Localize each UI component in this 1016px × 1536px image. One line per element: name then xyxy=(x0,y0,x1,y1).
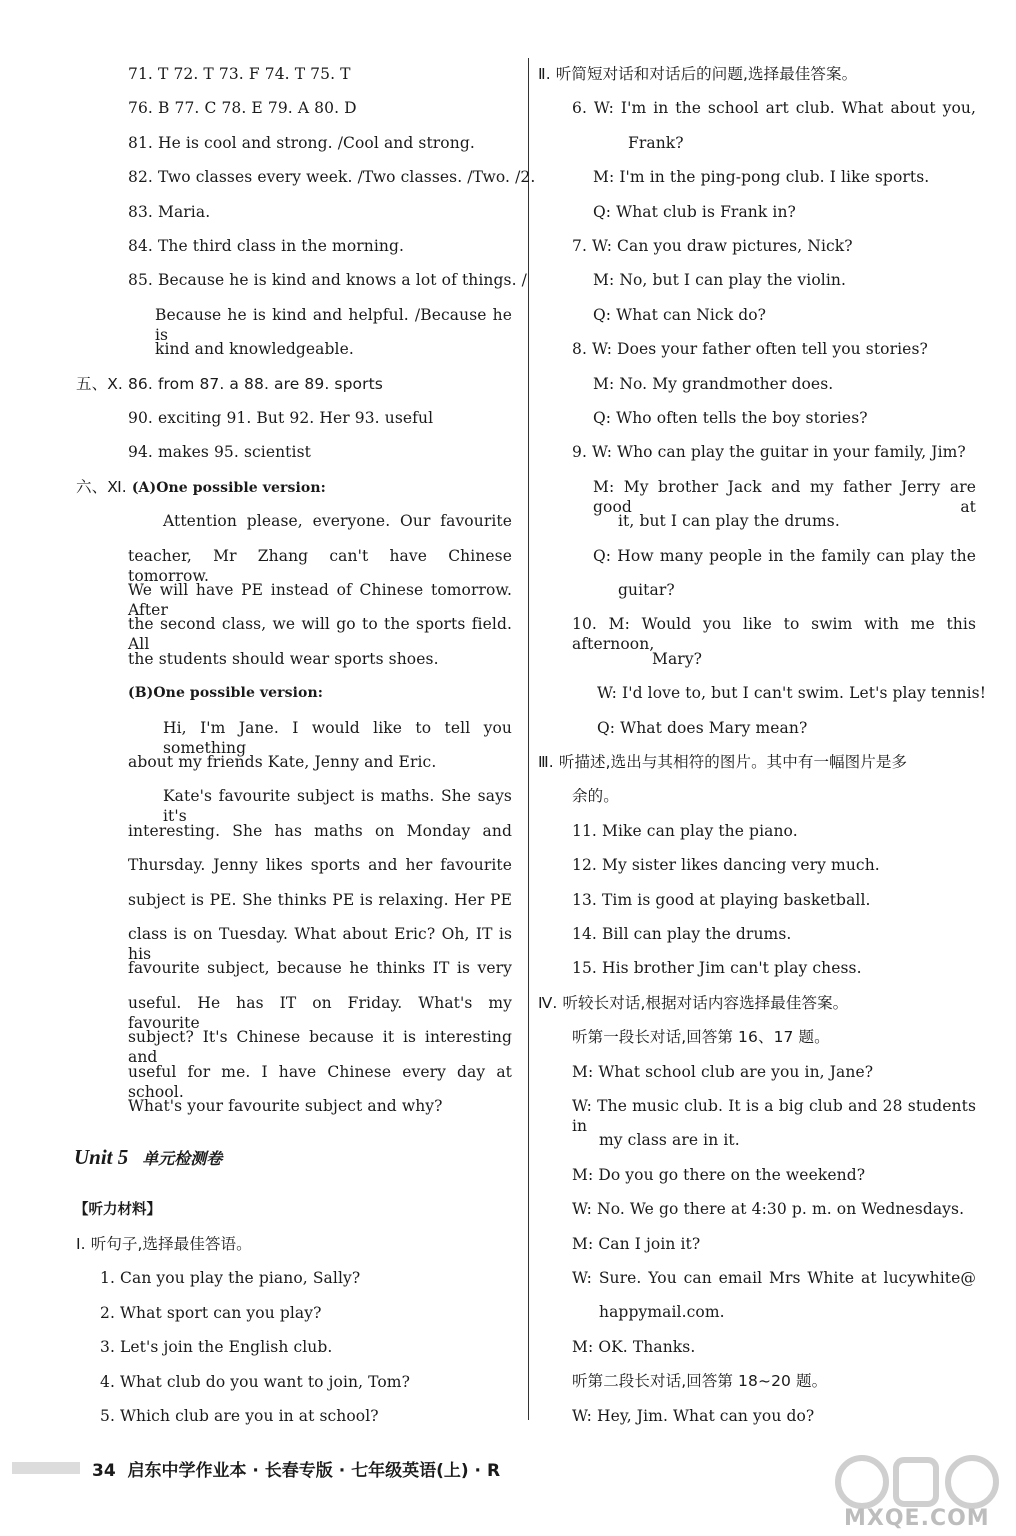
left_column-line: What's your favourite subject and why? xyxy=(128,1097,443,1115)
left_column-line: 90. exciting 91. But 92. Her 93. useful xyxy=(128,409,434,427)
right_column-line: 7. W: Can you draw pictures, Nick? xyxy=(572,237,853,255)
right_column-line: Ⅳ. 听较长对话,根据对话内容选择最佳答案。 xyxy=(538,993,849,1012)
right_column-line: W: Sure. You can email Mrs White at lucywhite@ xyxy=(572,1269,976,1287)
left_column-line: We will have PE instead of Chinese tomorrow. After xyxy=(128,581,512,619)
left_column-line: 85. Because he is kind and knows a lot of things. / xyxy=(128,271,527,290)
column-divider xyxy=(528,58,529,1420)
right_column-line: M: Do you go there on the weekend? xyxy=(572,1165,866,1184)
right_column-line: 15. His brother Jim can't play chess. xyxy=(572,959,862,978)
left_column-line: subject is PE. She thinks PE is relaxing. Her PE xyxy=(128,890,512,909)
left_column-line: Kate's favourite subject is maths. She says it's xyxy=(163,787,512,826)
footer-text xyxy=(92,1456,500,1481)
footer-decoration xyxy=(12,1462,80,1474)
right_column-line: W: The music club. It is a big club and 28 students in xyxy=(572,1097,976,1135)
left_listening-line: 2. What sport can you play? xyxy=(100,1303,322,1322)
right_column-line: 11. Mike can play the piano. xyxy=(572,821,798,840)
left_column-line: 六、Ⅺ. (A)One possible version: xyxy=(76,477,326,496)
left_column-line: kind and knowledgeable. xyxy=(155,340,354,359)
right_column-line: it, but I can play the drums. xyxy=(618,512,840,531)
watermark-logo xyxy=(832,1452,1007,1534)
right_column-line: 9. W: Who can play the guitar in your family, Jim? xyxy=(572,443,966,462)
right_column-line: Q: What does Mary mean? xyxy=(597,718,808,737)
section-tag: 【听力材料】 xyxy=(74,1202,161,1218)
left_column-line: 83. Maria. xyxy=(128,202,211,221)
right_column-line: M: My brother Jack and my father Jerry are good at xyxy=(593,477,976,516)
left_column-line: 82. Two classes every week. /Two classes. /Two. /2. xyxy=(128,168,536,187)
right_column-line: W: Hey, Jim. What can you do? xyxy=(572,1406,815,1425)
left_column-line: the second class, we will go to the sports field. All xyxy=(128,615,512,654)
watermark-text: MXQE.COM xyxy=(844,1506,990,1531)
left_column-line: 五、Ⅹ. 86. from 87. a 88. are 89. sports xyxy=(76,374,383,393)
right_column-line: 8. W: Does your father often tell you stories? xyxy=(572,340,928,359)
unit-heading xyxy=(74,1145,222,1170)
left_listening-line: 3. Let's join the English club. xyxy=(100,1338,333,1357)
left_column-line: 76. B 77. C 78. E 79. A 80. D xyxy=(128,99,357,118)
unit-subtitle: 单元检测卷 xyxy=(142,1149,223,1168)
watermark-icon xyxy=(832,1452,1007,1512)
right_column-line: 10. M: Would you like to swim with me this afternoon, xyxy=(572,615,976,654)
right_column-line: 听第二段长对话,回答第 18~20 题。 xyxy=(572,1372,828,1391)
left_column-line: useful. He has IT on Friday. What's my favourite xyxy=(128,993,512,1032)
right_column-line: M: No. My grandmother does. xyxy=(593,374,834,393)
right_column-line: M: Can I join it? xyxy=(572,1234,701,1253)
left_column-line: 84. The third class in the morning. xyxy=(128,237,405,255)
right_column-line: W: No. We go there at 4:30 p. m. on Wednesdays. xyxy=(572,1200,965,1219)
left_column-line: about my friends Kate, Jenny and Eric. xyxy=(128,753,437,771)
left_column-line: Attention please, everyone. Our favourite xyxy=(163,512,512,531)
right_column-line: guitar? xyxy=(618,581,675,599)
right_column-line: Q: What can Nick do? xyxy=(593,305,767,324)
right_column-line: M: OK. Thanks. xyxy=(572,1337,696,1356)
left_listening-line: 4. What club do you want to join, Tom? xyxy=(100,1372,411,1391)
left_column-line: teacher, Mr Zhang can't have Chinese tomorrow. xyxy=(128,546,512,585)
right_column-line: Q: What club is Frank in? xyxy=(593,202,796,221)
right_column-line: 12. My sister likes dancing very much. xyxy=(572,856,880,875)
right_column-line: Frank? xyxy=(628,133,684,152)
page-number: 34 xyxy=(92,1461,116,1481)
right_column-line: M: I'm in the ping-pong club. I like sports. xyxy=(593,168,930,187)
left_column-line: Hi, I'm Jane. I would like to tell you something xyxy=(163,718,512,757)
right_column-line: 余的。 xyxy=(572,787,619,806)
left_column-line: Thursday. Jenny likes sports and her favourite xyxy=(128,856,512,875)
right_column-line: my class are in it. xyxy=(599,1131,740,1150)
left_column-line: favourite subject, because he thinks IT is very xyxy=(128,959,512,978)
right_column-line: 6. W: I'm in the school art club. What about you, xyxy=(572,99,976,118)
right_column-line: 听第一段长对话,回答第 16、17 题。 xyxy=(572,1028,830,1047)
right_column-line: Ⅱ. 听简短对话和对话后的问题,选择最佳答案。 xyxy=(538,65,858,83)
left_column-line: class is on Tuesday. What about Eric? Oh, IT is his xyxy=(128,925,512,963)
left_listening-line: 5. Which club are you in at school? xyxy=(100,1407,379,1425)
left_column-line: Because he is kind and helpful. /Because he is xyxy=(155,305,512,344)
right_column-line: 13. Tim is good at playing basketball. xyxy=(572,890,871,909)
right_column-line: Mary? xyxy=(652,649,703,668)
left_listening-line: Ⅰ. 听句子,选择最佳答语。 xyxy=(76,1235,252,1253)
left_column-line: 81. He is cool and strong. /Cool and strong. xyxy=(128,133,475,152)
left_column-line: (B)One possible version: xyxy=(128,685,324,702)
left_column-line: 71. T 72. T 73. F 74. T 75. T xyxy=(128,65,351,83)
right_column-line: M: No, but I can play the violin. xyxy=(593,271,846,290)
book-title: 启东中学作业本 · 长春专版 · 七年级英语(上) · R xyxy=(127,1461,501,1481)
right_column-line: 14. Bill can play the drums. xyxy=(572,925,792,943)
right_column-line: Q: How many people in the family can play the xyxy=(593,546,976,565)
unit-title: Unit 5 xyxy=(74,1145,129,1169)
right_column-line: happymail.com. xyxy=(599,1303,725,1322)
left_column-line: interesting. She has maths on Monday and xyxy=(128,821,512,840)
left_column-line: 94. makes 95. scientist xyxy=(128,443,311,462)
right_column-line: M: What school club are you in, Jane? xyxy=(572,1062,874,1081)
right_column-line: Ⅲ. 听描述,选出与其相符的图片。其中有一幅图片是多 xyxy=(538,753,908,771)
left_column-line: the students should wear sports shoes. xyxy=(128,649,439,668)
right_column-line: Q: Who often tells the boy stories? xyxy=(593,409,868,427)
left_listening-line: 1. Can you play the piano, Sally? xyxy=(100,1269,361,1288)
left_column-line: useful for me. I have Chinese every day at school. xyxy=(128,1062,512,1101)
right_column-line: W: I'd love to, but I can't swim. Let's play tennis! xyxy=(597,684,987,703)
left_column-line: subject? It's Chinese because it is interesting and xyxy=(128,1028,512,1067)
